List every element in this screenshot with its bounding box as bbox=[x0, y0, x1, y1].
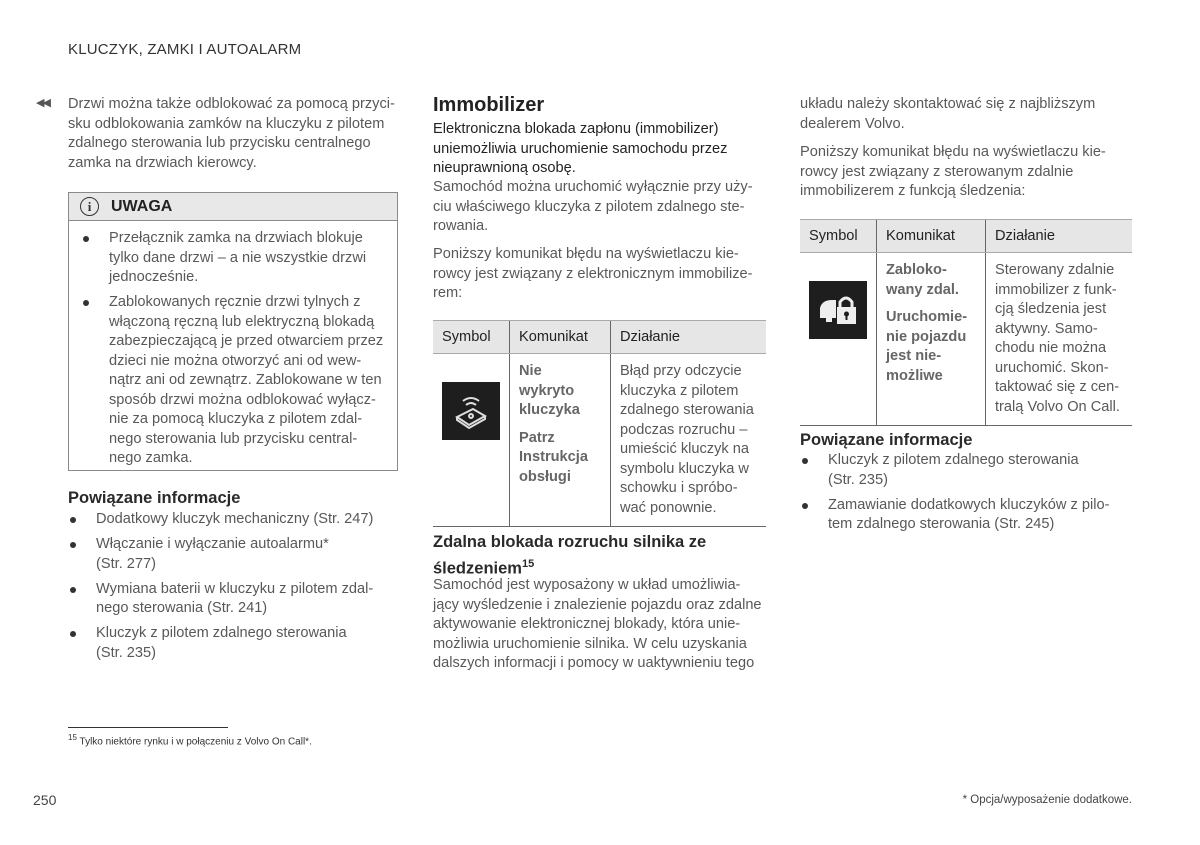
message-hint: Patrz Instrukcja obsługi bbox=[519, 429, 588, 485]
bullet-icon bbox=[83, 300, 89, 306]
paragraph: Samochód jest wyposażony w układ umożliwia- jący wyśledzenie i znalezienie pojazdu oraz zdalne aktywowanie elektronicznej blokady, która unie- możliwia uruchomienie silnika. W celu uzyskania dalszych informacji i pomocy w uaktywnieniu tego bbox=[433, 577, 762, 671]
column-header: Symbol bbox=[800, 220, 877, 253]
table-row bbox=[800, 253, 1132, 426]
message-table bbox=[433, 320, 766, 527]
section-title: Immobilizer bbox=[433, 94, 545, 116]
footnote: $^{15}$ Tylko niektóre rynku i w połączeniu z Volvo On Call*. bbox=[68, 733, 312, 748]
chapter-header: KLUCZYK, ZAMKI I AUTOALARM bbox=[68, 41, 302, 58]
bullet-icon bbox=[802, 458, 808, 464]
column-header: Działanie bbox=[986, 220, 1133, 253]
related-link[interactable]: Kluczyk z pilotem zdalnego sterowania (Str. 235) bbox=[68, 624, 408, 663]
related-list bbox=[68, 510, 408, 669]
paragraph: układu należy skontaktować się z najbliższym dealerem Volvo. bbox=[800, 96, 1096, 132]
message-text: Nie wykryto kluczyka bbox=[519, 363, 580, 418]
related-title: Powiązane informacje bbox=[68, 489, 241, 507]
related-list bbox=[800, 451, 1140, 540]
footnote-ref[interactable]: 15 bbox=[521, 558, 535, 570]
paragraph: Poniższy komunikat błędu na wyświetlaczu kie- rowcy jest związany z elektronicznym immobilize- rem: bbox=[433, 246, 753, 301]
bullet-icon bbox=[70, 587, 76, 593]
note-box bbox=[68, 192, 398, 471]
note-item: Przełącznik zamka na drzwiach blokuje tylko dane drzwi – a nie wszystkie drzwi jednocześnie. bbox=[81, 229, 385, 288]
action-text: Sterowany zdalnie immobilizer z funk- cją śledzenia jest aktywny. Samo- chodu nie można uruchomić. Skon- taktować się z cen- tralą Volvo On Call. bbox=[986, 253, 1133, 426]
intro-paragraph: Drzwi można także odblokować za pomocą przyci- sku odblokowania zamków na kluczyku z pilotem zdalnego sterowania lub przycisku centralnego zamka na drzwiach kierowcy. bbox=[68, 96, 395, 171]
page-number: 250 bbox=[33, 792, 57, 808]
related-link[interactable]: Kluczyk z pilotem zdalnego sterowania (Str. 235) bbox=[800, 451, 1140, 490]
table-row bbox=[433, 354, 766, 527]
note-title: UWAGA bbox=[111, 197, 173, 215]
column-header: Komunikat bbox=[510, 321, 611, 354]
footnote-divider bbox=[68, 727, 228, 728]
optional-equipment-note: * Opcja/wyposażenie dodatkowe. bbox=[962, 794, 1132, 806]
car-lock-icon bbox=[809, 281, 867, 339]
related-link[interactable]: Wymiana baterii w kluczyku z pilotem zdal- nego sterowania (Str. 241) bbox=[68, 580, 408, 619]
bullet-icon bbox=[70, 631, 76, 637]
bullet-icon bbox=[802, 503, 808, 509]
subsection-title: Zdalna blokada rozruchu silnika ze śledzeniem$^{15}$ bbox=[433, 533, 707, 578]
bullet-icon bbox=[83, 236, 89, 242]
continued-icon: ◀◀ bbox=[36, 97, 49, 109]
info-icon: i bbox=[80, 197, 99, 216]
paragraph: Poniższy komunikat błędu na wyświetlaczu kie- rowcy jest związany z sterowanym zdalnie immobilizerem z funkcją śledzenia: bbox=[800, 144, 1106, 199]
paragraph: Samochód można uruchomić wyłącznie przy uży- ciu właściwego kluczyka z pilotem zdalnego ste- rowania. bbox=[433, 179, 753, 234]
related-title: Powiązane informacje bbox=[800, 431, 973, 449]
related-link[interactable]: Dodatkowy kluczyk mechaniczny (Str. 247) bbox=[68, 510, 408, 530]
bullet-icon bbox=[70, 542, 76, 548]
note-item: Zablokowanych ręcznie drzwi tylnych z włączoną ręczną lub elektryczną blokadą zabezpieczającą je przed otwarciem przez dzieci nie można otworzyć ani od wew- nątrz ani od zewnątrz. Zablokowane w ten sposób drzwi można odblokować wyłącz- nie za pomocą kluczyka z pilotem zdal- nego sterowania lub przycisku central- nego zamka. bbox=[81, 293, 385, 469]
action-text: Błąd przy odczycie kluczyka z pilotem zdalnego sterowania podczas rozruchu – umieścić kluczyk na symbolu kluczyka w schowku i spróbo- wać ponownie. bbox=[611, 354, 767, 527]
message-hint: Uruchomie- nie pojazdu jest nie- możliwe bbox=[886, 309, 968, 384]
message-text: Zabloko- wany zdal. bbox=[886, 262, 959, 298]
message-table bbox=[800, 219, 1132, 426]
column-header: Symbol bbox=[433, 321, 510, 354]
related-link[interactable]: Włączanie i wyłączanie autoalarmu* (Str. 277) bbox=[68, 535, 408, 574]
related-link[interactable]: Zamawianie dodatkowych kluczyków z pilo- tem zdalnego sterowania (Str. 245) bbox=[800, 496, 1140, 535]
bullet-icon bbox=[70, 517, 76, 523]
key-not-detected-icon bbox=[442, 382, 500, 440]
column-header: Komunikat bbox=[877, 220, 986, 253]
lead-paragraph: Elektroniczna blokada zapłonu (immobilizer) uniemożliwia uruchomienie samochodu przez nieuprawnioną osobę. bbox=[433, 121, 728, 176]
column-header: Działanie bbox=[611, 321, 767, 354]
